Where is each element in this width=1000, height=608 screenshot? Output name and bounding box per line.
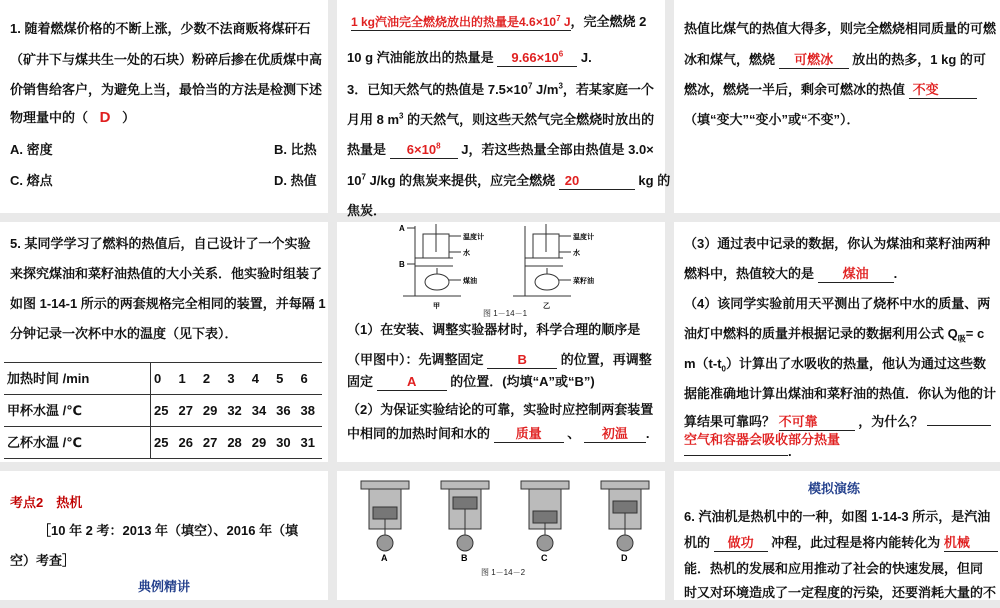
engine-c <box>521 481 569 551</box>
q5-cont-2: 燃料中，热值较大的是 煤油 . <box>684 266 898 281</box>
q5-cont-9: . <box>684 436 992 467</box>
fig-label-b: B <box>399 260 405 269</box>
practice-title: 模拟演练 <box>808 481 861 496</box>
q5-line-4: 分钟记录一次杯中水的温度（见下表）． <box>10 326 238 341</box>
q1-line-3: 价销售给客户，为避免上当，最恰当的方法是检测下述 <box>10 82 323 97</box>
table-cell: 31 <box>298 427 322 459</box>
temperature-table <box>4 362 322 459</box>
q1-option-c: C. 熔点 <box>10 173 53 188</box>
engine-a <box>361 481 409 551</box>
fig-label-jia: 甲 <box>433 303 440 310</box>
q3-answer-2: 20 <box>559 173 635 190</box>
q5-sub-3: 固定 A 的位置．(均填“A”或“B”) <box>347 374 595 389</box>
engine-strokes-figure <box>337 477 665 577</box>
q5-cont-7: 算结果可靠吗？ 不可靠 ，为什么？ <box>684 406 992 437</box>
topic-exam-info-1: ［10 年 2 考：2013 年（填空）、2016 年（填 <box>38 523 299 538</box>
table-cell: 32 <box>224 395 248 427</box>
q4-line-1: 热值比煤气的热值大得多，则完全燃烧相同质量的可燃 <box>684 21 997 36</box>
q6-line-3: 能．热机的发展和应用推动了社会的快速发展，但同 <box>684 561 984 576</box>
table-cell: 34 <box>249 395 273 427</box>
engine-d <box>601 481 649 551</box>
table-cell: 30 <box>273 427 297 459</box>
table-cell: 27 <box>176 395 200 427</box>
fig-label-a: A <box>399 224 405 233</box>
table-cell: 36 <box>273 395 297 427</box>
fig-label-thermo-2: 温度计 <box>573 234 594 241</box>
q6-answer-1: 做功 <box>714 535 768 552</box>
table-cell: 3 <box>224 363 248 395</box>
topic-exam-info-2: 空）考查］ <box>10 553 76 568</box>
table-cell: 5 <box>273 363 297 395</box>
q5-cont-5: $m(t-t_0)$计算出了水吸收的热量，他认为通过这些数 <box>684 356 987 374</box>
fig-label-water-2: 水 <box>573 250 580 257</box>
fig-label-water-1: 水 <box>463 250 470 257</box>
q5-cont-1: （3）通过表中记录的数据，你认为煤油和菜籽油两种 <box>684 236 991 251</box>
panel-engine-figure <box>337 471 665 600</box>
q4-answer-2: 不变 <box>909 82 977 99</box>
fig-label-thermo-1: 温度计 <box>463 234 484 241</box>
q6-line-4: 时又对环境造成了一定程度的污染，还要消耗大量的不 <box>684 585 997 600</box>
engine-label-b: B <box>461 553 468 563</box>
engine-label-c: C <box>541 553 548 563</box>
table-cell: 加热时间 /min <box>4 363 151 395</box>
table-cell: 28 <box>224 427 248 459</box>
table-cell: 26 <box>176 427 200 459</box>
figure-caption-1: 图 1－14－1 <box>483 309 528 318</box>
figure-caption-2: 图 1－14－2 <box>481 568 526 577</box>
q5-answer-reason: 空气和容器会吸收部分热量 <box>684 432 841 447</box>
q2-line-1 <box>351 6 657 37</box>
topic-title: 考点2 热机 <box>10 495 83 510</box>
table-cell: 乙杯水温 /℃ <box>4 427 151 459</box>
table-cell: 29 <box>249 427 273 459</box>
q4-line-3: 燃冰，燃烧一半后，剩余可燃冰的热值 不变 <box>684 74 992 105</box>
table-cell: 25 <box>151 395 176 427</box>
table-row <box>4 427 322 459</box>
table-row <box>4 395 322 427</box>
engine-label-a: A <box>381 553 388 563</box>
section-subtitle: 典例精讲 <box>138 579 191 594</box>
q6-answer-2: 机械 <box>944 535 998 552</box>
engine-b <box>441 481 489 551</box>
panel-topic-2 <box>0 471 328 600</box>
q1-option-d: D. 热值 <box>274 173 317 188</box>
q5-sub-2: （甲图中）：先调整固定 B 的位置，再调整 <box>347 352 652 367</box>
q3-answer-1: $6\times 10^8$ <box>390 142 458 159</box>
q5-cont-6: 据能准确地计算出煤油和菜籽油的热值．你认为他的计 <box>684 386 997 401</box>
panel-question-4 <box>674 0 1000 213</box>
q2-answer-1: 1 kg汽油完全燃烧放出的热量是$4.6\times 10^7$ J <box>351 14 571 29</box>
q1-answer: D <box>99 109 111 126</box>
table-cell: 1 <box>176 363 200 395</box>
table-header-row <box>4 363 322 395</box>
q3-line-3: 热量是 $6\times 10^8$ J，若这些热量全部由热值是 3.0× <box>347 141 654 157</box>
q5-line-2: 来探究煤油和菜籽油热值的大小关系．他实验时组装了 <box>10 266 323 281</box>
q5-sub-4: （2）为保证实验结论的可靠，实验时应控制两套装置 <box>347 402 654 417</box>
q1-stem-end: 物理量中的（ <box>10 110 89 125</box>
q4-line-4: （填“变大”“变小”或“不变”）． <box>684 112 860 127</box>
q6-line-1: 6. 汽油机是热机中的一种，如图 1-14-3 所示，是汽油 <box>684 509 991 524</box>
q1-option-b: B. 比热 <box>274 142 317 157</box>
q2-line-2: 10 g 汽油能放出的热量是 $9.66\times 10^6$ J. <box>347 49 592 65</box>
q3-line-2: 月用 8 $m^3$ 的天然气，则这些天然气完全燃烧时放出的 <box>347 111 655 127</box>
fig-label-yi: 乙 <box>543 303 550 310</box>
table-cell: 2 <box>200 363 224 395</box>
q2-answer-2: $9.66\times 10^6$ <box>497 50 577 67</box>
q5-answer-a: A <box>377 374 447 391</box>
q1-line-4 <box>10 102 320 133</box>
apparatus-figure <box>337 222 665 314</box>
q3-line-5: 焦炭． <box>347 203 387 218</box>
q1-line-2: （矿井下与煤共生一处的石块）粉碎后掺在优质煤中高 <box>10 52 323 67</box>
panel-question-5-figure <box>337 222 665 462</box>
table-cell: 25 <box>151 427 176 459</box>
q5-cont-4: 油灯中燃料的质量并根据记录的数据利用公式 $Q_吸= c$ <box>684 326 985 344</box>
fig-label-oil-2: 菜籽油 <box>573 278 594 285</box>
q5-answer-b: B <box>487 352 557 369</box>
apparatus-jia <box>403 224 461 296</box>
q1-option-a: A. 密度 <box>10 142 53 157</box>
table-cell: 6 <box>298 363 322 395</box>
q5-line-1: 5. 某同学学习了燃料的热值后，自己设计了一个实验 <box>10 236 311 251</box>
table-cell: 27 <box>200 427 224 459</box>
table-cell: 4 <box>249 363 273 395</box>
q3-line-1: 3．已知天然气的热值是 $7.5\times 10^7$ $J/m^3$，若某家庭一个 <box>347 81 654 97</box>
q5-cont-3: （4）该同学实验前用天平测出了烧杯中水的质量、两 <box>684 296 991 311</box>
apparatus-yi <box>513 224 571 296</box>
panel-question-5-cont <box>674 222 1000 462</box>
panel-question-6 <box>674 471 1000 600</box>
q5-sub-5: 中相同的加热时间和水的 质量 、 初温 . <box>347 426 650 441</box>
q5-line-3: 如图 1-14-1 所示的两套规格完全相同的装置，并每隔 1 <box>10 296 326 311</box>
q1-close-paren: ） <box>122 110 136 125</box>
table-cell: 0 <box>151 363 176 395</box>
q4-answer-1: 可燃冰 <box>779 52 849 69</box>
q4-line-2: 冰和煤气，燃烧 可燃冰 放出的热多，1 kg 的可 <box>684 52 986 67</box>
q5-answer-temp: 初温 <box>584 426 646 443</box>
q3-line-4: $10^7$ J/kg 的焦炭来提供，应完全燃烧 20 kg 的 <box>347 172 671 188</box>
q5-answer-mass: 质量 <box>494 426 564 443</box>
q6-line-2: 机的 做功 冲程，此过程是将内能转化为 机械 <box>684 527 992 558</box>
panel-question-2-3 <box>337 0 671 218</box>
q5-answer-reliable: 不可靠 <box>779 414 855 431</box>
q5-answer-fuel: 煤油 <box>818 266 894 283</box>
panel-question-5-table <box>0 222 328 462</box>
q5-sub-1: （1）在安装、调整实验器材时，科学合理的顺序是 <box>347 322 641 337</box>
q2-line-1-rest: ，完全燃烧 2 <box>570 14 647 29</box>
fig-label-oil-1: 煤油 <box>463 278 477 285</box>
table-cell: 甲杯水温 /℃ <box>4 395 151 427</box>
engine-label-d: D <box>621 553 628 563</box>
table-cell: 29 <box>200 395 224 427</box>
q1-line-1: 1. 随着燃煤价格的不断上涨，少数不法商贩将煤矸石 <box>10 21 311 36</box>
panel-question-1 <box>0 0 328 213</box>
table-cell: 38 <box>298 395 322 427</box>
